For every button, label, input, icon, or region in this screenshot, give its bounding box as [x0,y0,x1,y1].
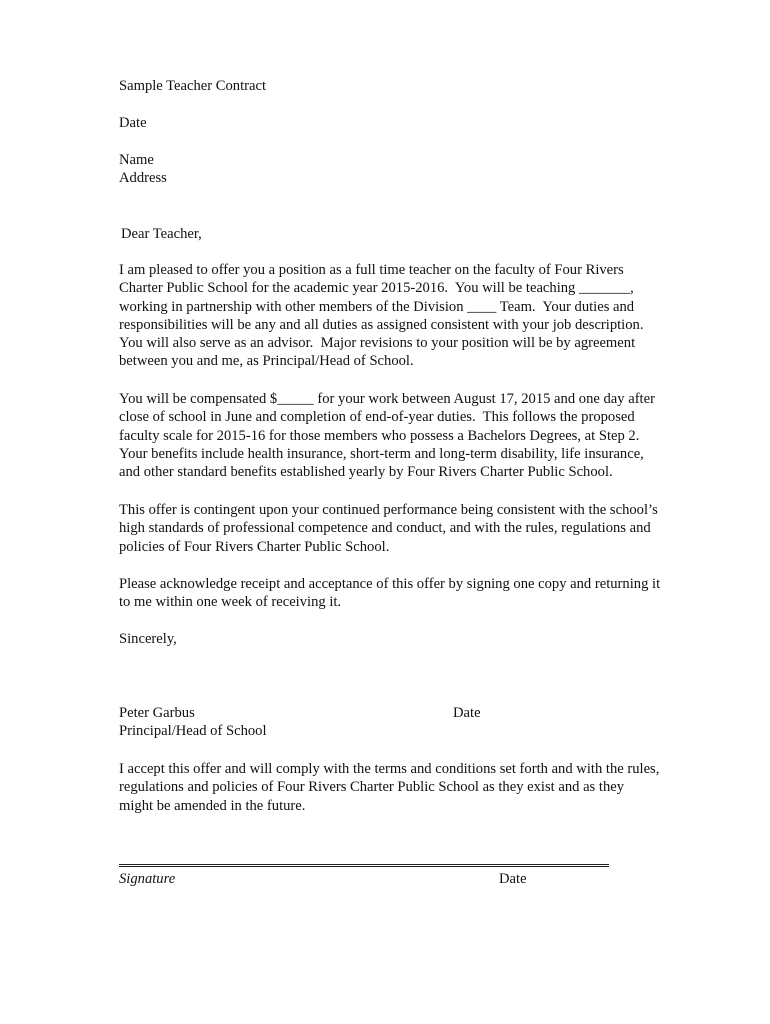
paragraph-line: high standards of professional competence and conduct, and with the rules, regulations and [119,520,651,537]
name-placeholder: Name [119,152,154,168]
paragraph-line: Please acknowledge receipt and acceptance of this offer by signing one copy and returning it [119,576,661,592]
address-placeholder: Address [119,170,167,186]
paragraph-contingency [119,501,689,556]
paragraph-line: between you and me, as Principal/Head of School. [119,353,414,370]
acceptance-statement [119,760,689,815]
paragraph-line: regulations and policies of Four Rivers Charter Public School as they exist and as they [119,779,625,796]
paragraph-line: You will be compensated $_____ for your work between August 17, 2015 and one day after [119,391,655,407]
signature-date-label: Date [499,871,527,887]
paragraph-line: and other standard benefits established yearly by Four Rivers Charter Public School. [119,464,613,481]
signer-date-label: Date [453,705,481,721]
paragraph-line: Your benefits include health insurance, short-term and long-term disability, life insurance, [119,445,644,462]
paragraph-line: I am pleased to offer you a position as a full time teacher on the faculty of Four Rivers [119,262,624,278]
date-placeholder: Date [119,115,147,131]
paragraph-line: This offer is contingent upon your continued performance being consistent with the school’s [119,502,658,518]
closing: Sincerely, [119,631,177,647]
paragraph-line: Charter Public School for the academic year 2015-2016. You will be teaching _______, [119,280,634,297]
paragraph-line: policies of Four Rivers Charter Public School. [119,538,390,555]
signer-title: Principal/Head of School [119,723,267,739]
signer-name: Peter Garbus [119,705,195,721]
paragraph-line: might be amended in the future. [119,797,306,814]
paragraph-line: to me within one week of receiving it. [119,594,342,611]
document-title: Sample Teacher Contract [119,78,267,94]
paragraph-line: working in partnership with other members of the Division ____ Team. Your duties and [119,298,635,315]
signature-label: Signature [119,871,176,887]
paragraph-acknowledge [119,575,689,612]
paragraph-line: You will also serve as an advisor. Major revisions to your position will be by agreement [119,335,636,352]
paragraph-offer [119,261,689,371]
signature-line [119,864,609,867]
paragraph-line: responsibilities will be any and all duties as assigned consistent with your job description. [119,316,644,333]
paragraph-line: close of school in June and completion of end-of-year duties. This follows the proposed [119,409,635,426]
paragraph-line: faculty scale for 2015-16 for those members who possess a Bachelors Degrees, at Step 2. [119,427,640,444]
salutation: Dear Teacher, [121,226,202,242]
paragraph-line: I accept this offer and will comply with the terms and conditions set forth and with the rules, [119,761,660,777]
paragraph-compensation [119,390,689,481]
